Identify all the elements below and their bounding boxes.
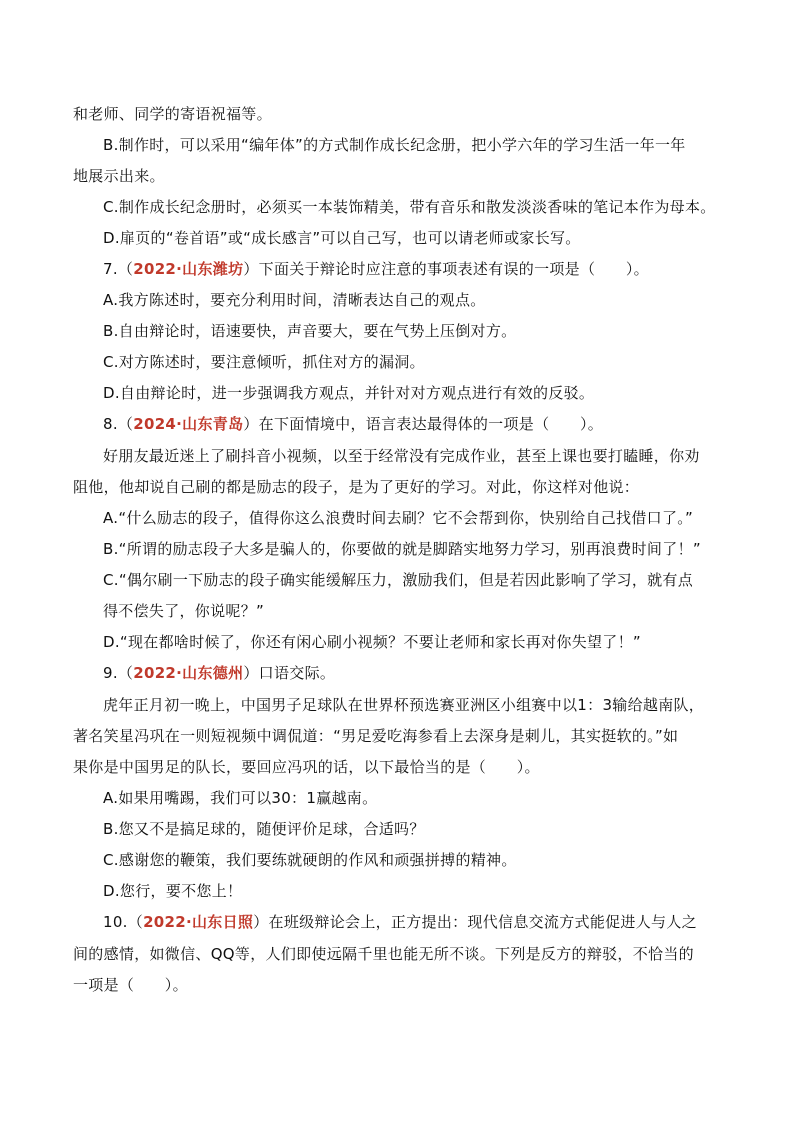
question-stem: ）口语交际。 [243, 664, 336, 682]
question-number: 10.（ [103, 913, 144, 931]
question-source: 2022·山东潍坊 [133, 260, 244, 278]
option-c: C.对方陈述时，要注意倾听，抓住对方的漏洞。 [103, 353, 425, 371]
option-b: B.自由辩论时，语速要快，声音要大，要在气势上压倒对方。 [103, 322, 517, 340]
option-b: B.“所谓的励志段子大多是骗人的，你要做的就是脚踏实地努力学习，别再浪费时间了！” [103, 540, 701, 558]
question-number: 7.（ [103, 260, 134, 278]
option-a: A.“什么励志的段子，值得你这么浪费时间去刷？它不会帮到你，快别给自己找借口了。” [103, 509, 694, 527]
question-source: 2024·山东青岛 [133, 415, 244, 433]
scenario-text: 阻他，他却说自己刷的都是励志的段子，是为了更好的学习。对此，你这样对他说： [73, 478, 640, 496]
question-stem-continued: 一项是（ ）。 [73, 976, 188, 994]
scenario-text: 好朋友最近迷上了刷抖音小视频，以至于经常没有完成作业，甚至上课也要打瞌睡，你劝 [103, 447, 700, 465]
text-line: 地展示出来。 [73, 167, 165, 185]
question-8 [103, 414, 603, 434]
question-source: 2022·山东德州 [133, 664, 244, 682]
text-line: 和老师、同学的寄语祝福等。 [73, 105, 272, 123]
option-b: B.您又不是搞足球的，随便评价足球，合适吗？ [103, 820, 425, 838]
scenario-text: 果你是中国男足的队长，要回应冯巩的话，以下最恰当的是（ ）。 [73, 758, 540, 776]
question-number: 9.（ [103, 664, 134, 682]
scenario-text: 著名笑星冯巩在一则短视频中调侃道：“男足爱吃海参看上去深身是刺儿，其实挺软的。”如 [73, 727, 679, 745]
option-c: C.“偶尔刷一下励志的段子确实能缓解压力，激励我们，但是若因此影响了学习，就有点 [103, 571, 694, 589]
question-source: 2022·山东日照 [143, 913, 254, 931]
option-d: D.您行，要不您上！ [103, 882, 243, 900]
option-b: B.制作时，可以采用“编年体”的方式制作成长纪念册，把小学六年的学习生活一年一年 [103, 136, 686, 154]
option-c-continued: 得不偿失了，你说呢？” [103, 602, 265, 620]
option-d: D.“现在都啥时候了，你还有闲心刷小视频？不要让老师和家长再对你失望了！” [103, 633, 641, 651]
option-d: D.自由辩论时，进一步强调我方观点，并针对对方观点进行有效的反驳。 [103, 384, 595, 402]
question-stem: ）下面关于辩论时应注意的事项表述有误的一项是（ ）。 [243, 260, 649, 278]
scenario-text: 虎年正月初一晚上，中国男子足球队在世界杯预选赛亚洲区小组赛中以1：3输给越南队， [103, 696, 705, 714]
question-stem-continued: 间的感情，如微信、QQ等，人们即使远隔千里也能无所不谈。下列是反方的辩驳，不恰当的 [73, 945, 694, 963]
question-number: 8.（ [103, 415, 134, 433]
option-a: A.如果用嘴踢，我们可以30：1赢越南。 [103, 789, 378, 807]
question-10 [103, 912, 697, 932]
question-stem: ）在班级辩论会上，正方提出：现代信息交流方式能促进人与人之 [253, 913, 697, 931]
question-stem: ）在下面情境中，语言表达最得体的一项是（ ）。 [243, 415, 604, 433]
question-7 [103, 259, 649, 279]
option-a: A.我方陈述时，要充分利用时间，清晰表达自己的观点。 [103, 291, 486, 309]
option-d: D.扉页的“卷首语”或“成长感言”可以自己写，也可以请老师或家长写。 [103, 229, 581, 247]
option-c: C.感谢您的鞭策，我们要练就硬朗的作风和顽强拼搏的精神。 [103, 851, 517, 869]
question-9 [103, 663, 335, 683]
option-c: C.制作成长纪念册时，必须买一本装饰精美，带有音乐和散发淡淡香味的笔记本作为母本。 [103, 198, 716, 216]
